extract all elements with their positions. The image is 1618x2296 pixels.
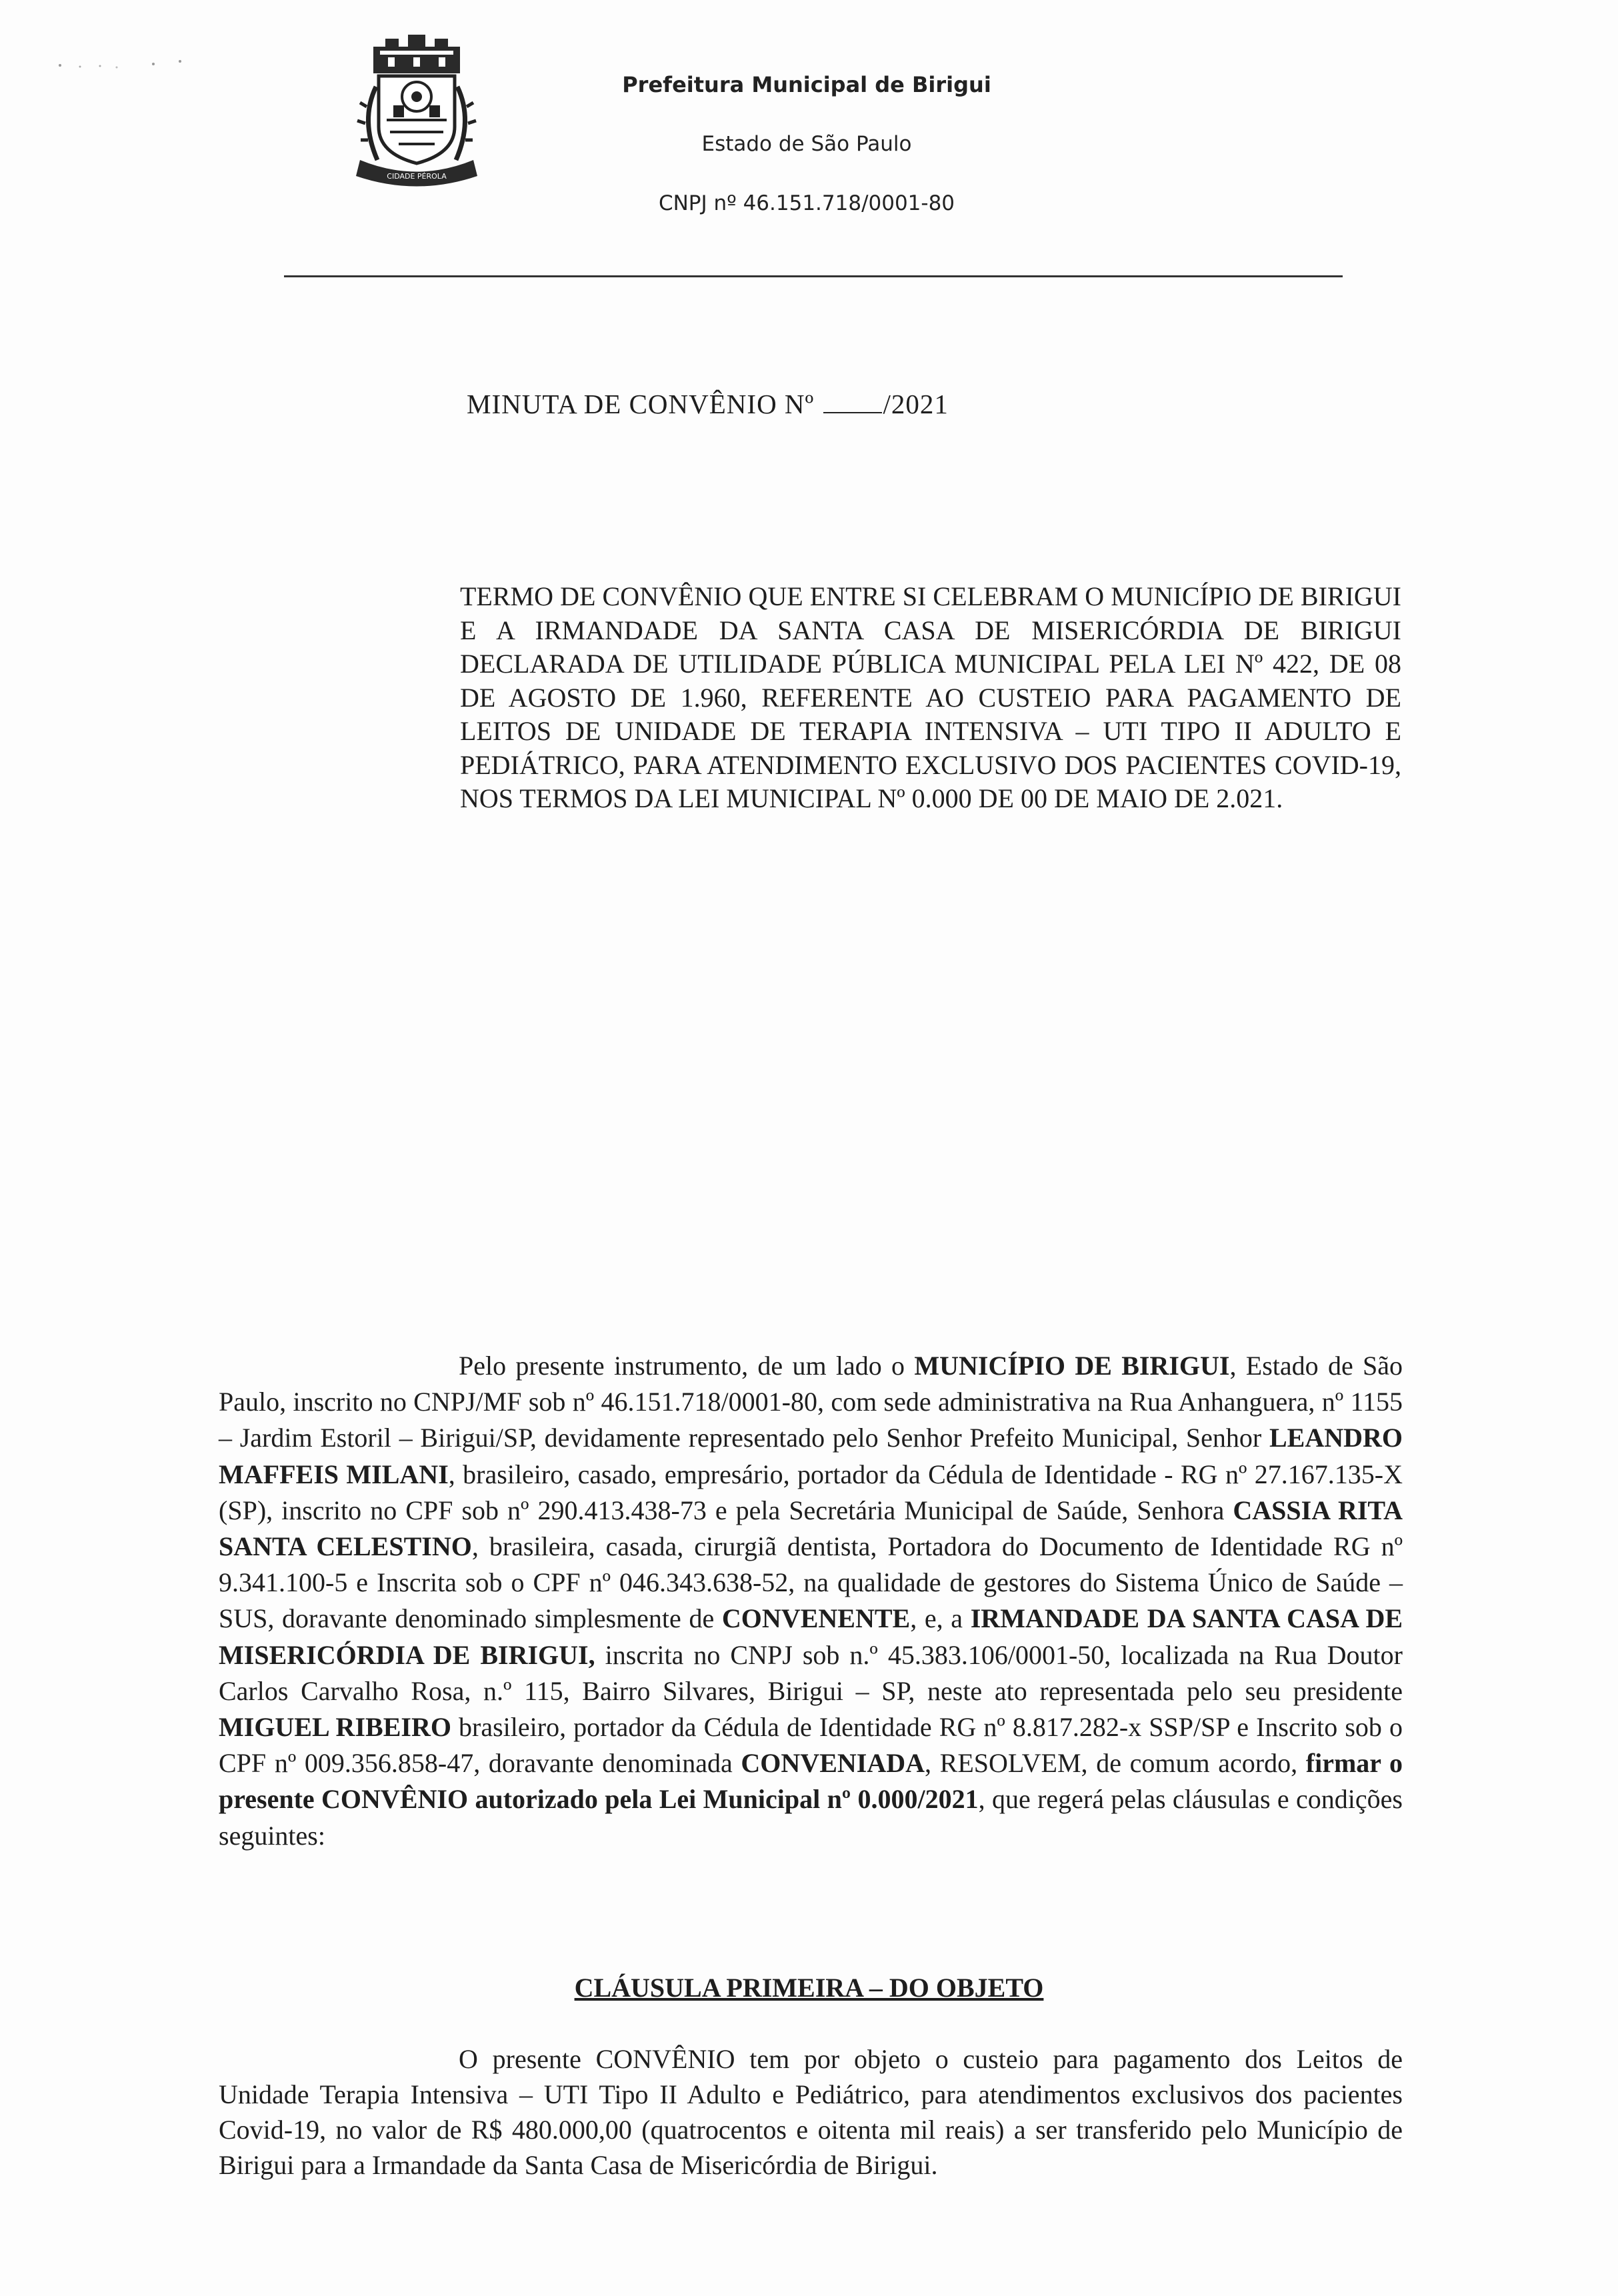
intro-paragraph: Pelo presente instrumento, de um lado o MUNICÍPIO DE BIRIGUI, Estado de São Paulo, inscrito no CNPJ/MF sob nº 46.151.718/0001-80, com sede administrativa na Rua Anhanguera, nº 1155 – Jardim Estoril – Birigui/SP, devidamente representado pelo Senhor Prefeito Municipal, Senhor LEANDRO MAFFEIS MILANI, brasileiro, casado, empresário, portador da Cédula de Identidade - RG nº 27.167.135-X (SP), inscrito no CPF sob nº 290.413.438-73 e pela Secretária Municipal de Saúde, Senhora CASSIA RITA SANTA CELESTINO, brasileira, casada, cirurgiã dentista, Portadora do Documento de Identidade RG nº 9.341.100-5 e Inscrita sob o CPF nº 046.343.638-52, na qualidade de gestores do Sistema Único de Saúde – SUS, doravante denominado simplesmente de CONVENENTE, e, a IRMANDADE DA SANTA CASA DE MISERICÓRDIA DE BIRIGUI, inscrita no CNPJ sob n.º 45.383.106/0001-50, localizada na Rua Doutor Carlos Carvalho Rosa, n.º 115, Bairro Silvares, Birigui – SP, neste ato representada pelo seu presidente MIGUEL RIBEIRO brasileiro, portador da Cédula de Identidade RG nº 8.817.282-x SSP/SP e Inscrito sob o CPF nº 009.356.858-47, doravante denominada CONVENIADA, RESOLVEM, de comum acordo, firmar o presente CONVÊNIO autorizado pela Lei Municipal nº 0.000/2021, que regerá pelas cláusulas e condições seguintes: [219,1351,1403,1851]
clause-1-title: CLÁUSULA PRIMEIRA – DO OBJETO [574,1973,1044,2003]
municipal-crest-logo [347,27,487,187]
agreement-authorization: firmar o presente CONVÊNIO autorizado pela Lei Municipal nº 0.000/2021 [219,1748,1403,1815]
secretary-name: CASSIA RITA SANTA CELESTINO [219,1495,1403,1562]
party-irmandade: IRMANDADE DA SANTA CASA DE MISERICÓRDIA DE BIRIGUI, [219,1603,1403,1670]
party-municipio: MUNICÍPIO DE BIRIGUI [914,1351,1230,1381]
header-cnpj: CNPJ nº 46.151.718/0001-80 [658,191,955,215]
svg-text:CIDADE PÉROLA: CIDADE PÉROLA [387,172,447,181]
document-title [467,388,949,420]
header-municipality: Prefeitura Municipal de Birigui [622,72,991,97]
scan-specks [53,53,187,73]
role-convenente: CONVENENTE [721,1603,911,1634]
header-divider [284,275,1343,277]
clause-1-body: O presente CONVÊNIO tem por objeto o custeio para pagamento dos Leitos de Unidade Terapia Intensiva – UTI Tipo II Adulto e Pediátrico, para atendimentos exclusivos dos pacientes Covid-19, no valor de R$ 480.000,00 (quatrocentos e oitenta mil reais) a ser transferido pelo Município de Birigui para a Irmandade da Santa Casa de Misericórdia de Birigui. [219,2044,1403,2180]
header-state: Estado de São Paulo [701,132,912,156]
president-name: MIGUEL RIBEIRO [219,1712,451,1743]
agreement-summary: TERMO DE CONVÊNIO QUE ENTRE SI CELEBRAM O MUNICÍPIO DE BIRIGUI E A IRMANDADE DA SANTA CASA DE MISERICÓRDIA DE BIRIGUI DECLARADA DE UTILIDADE PÚBLICA MUNICIPAL PELA LEI Nº 422, DE 08 DE AGOSTO DE 1.960, REFERENTE AO CUSTEIO PARA PAGAMENTO DE LEITOS DE UNIDADE DE TERAPIA INTENSIVA – UTI TIPO II ADULTO E PEDIÁTRICO, PARA ATENDIMENTO EXCLUSIVO DOS PACIENTES COVID-19, NOS TERMOS DA LEI MUNICIPAL Nº 0.000 DE 00 DE MAIO DE 2.021. [460,581,1401,813]
title-prefix: MINUTA DE CONVÊNIO Nº [467,389,815,419]
role-conveniada: CONVENIADA [741,1748,925,1779]
number-blank [823,392,882,413]
mayor-name: LEANDRO MAFFEIS MILANI [219,1423,1403,1489]
title-suffix: /2021 [883,389,949,419]
